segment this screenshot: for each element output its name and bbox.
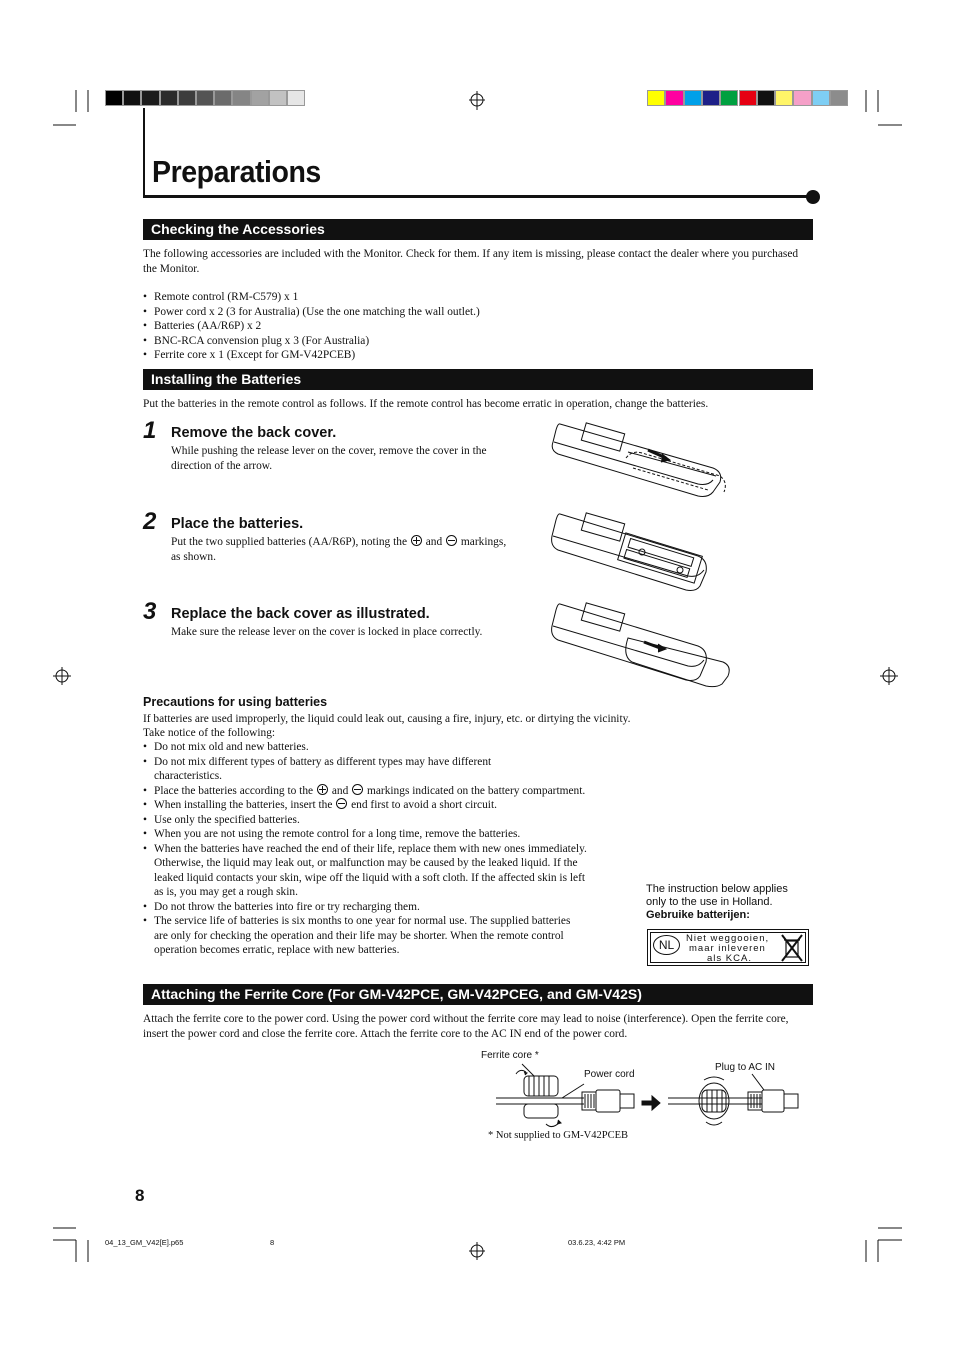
step-title-1: Remove the back cover. <box>171 425 337 441</box>
title-left-rule <box>143 108 145 196</box>
polarity-text-b: markings indicated on the battery compartment. <box>366 784 586 797</box>
registration-target-bottom <box>469 1242 485 1260</box>
registration-target-left <box>53 667 71 685</box>
insert-text-a: When installing the batteries, insert the <box>154 799 333 811</box>
batteries-intro: Put the batteries in the remote control as follows. If the remote control has become erratic in operation, change the batteries. <box>143 398 709 410</box>
list-item: • When you are not using the remote control for a long time, remove the batteries. <box>143 827 587 842</box>
list-item: • BNC-RCA convension plug x 3 (For Australia) <box>143 334 813 349</box>
section-heading-ferrite: Attaching the Ferrite Core (For GM-V42PCE, GM-V42PCEG, and GM-V42S) <box>143 984 813 1005</box>
list-item <box>143 798 587 813</box>
remote-illustration-remove-cover <box>548 420 733 508</box>
color-swatch <box>720 90 738 106</box>
list-item: • Batteries (AA/R6P) x 2 <box>143 319 813 334</box>
holland-label: Gebruike batterijen: <box>646 909 750 921</box>
list-item: • Do not mix old and new batteries. <box>143 740 587 755</box>
precautions-heading: Precautions for using batteries <box>143 695 328 709</box>
step-text-1: While pushing the release lever on the cover, remove the cover in the direction of the arrow. <box>171 445 487 472</box>
color-swatch <box>196 90 214 106</box>
ferrite-text: Attach the ferrite core to the power cord. Using the power cord without the ferrite core may lead to noise (interference). Open the ferrite core, insert the power cord and close the ferrite core. Attach the ferrite core to the AC IN end of the power cord. <box>143 1013 789 1040</box>
polarity-text-a: Place the batteries according to the <box>154 784 314 797</box>
step-title-3: Replace the back cover as illustrated. <box>171 606 430 622</box>
kca-box <box>647 929 809 966</box>
step-text-2-and: and <box>425 536 443 548</box>
label-plug-ac-in: Plug to AC IN <box>715 1062 776 1073</box>
step-number-2: 2 <box>143 508 157 535</box>
color-swatch <box>665 90 683 106</box>
section-heading-accessories: Checking the Accessories <box>143 219 813 240</box>
step-number-3: 3 <box>143 598 157 625</box>
list-item: • Do not mix different types of battery as different types may have different characteristics. <box>143 755 587 784</box>
footer-file: 04_13_GM_V42[E].p65 <box>105 1238 184 1247</box>
minus-polarity-icon <box>336 798 347 809</box>
title-rule <box>143 195 809 198</box>
color-swatch <box>141 90 159 106</box>
color-swatch <box>647 90 665 106</box>
list-item: • Power cord x 2 (3 for Australia) (Use the one matching the wall outlet.) <box>143 305 813 320</box>
step-text-2-b: markings, as shown. <box>171 536 507 563</box>
label-ferrite-core: Ferrite core * <box>481 1050 539 1061</box>
color-swatch <box>232 90 250 106</box>
page-title: Preparations <box>152 154 321 189</box>
minus-polarity-icon <box>352 784 363 795</box>
list-item: • The service life of batteries is six months to one year for normal use. The supplied batteries are only for checking the operation and their life may be shorter. When the remote control operation becomes erratic, replace with new batteries. <box>143 914 587 958</box>
color-swatch <box>793 90 811 106</box>
color-swatch <box>739 90 757 106</box>
list-item: • Ferrite core x 1 (Except for GM-V42PCEB) <box>143 348 813 363</box>
step-number-1: 1 <box>143 417 157 444</box>
crossed-bin-icon <box>780 933 804 963</box>
accessories-list <box>143 290 813 363</box>
plus-polarity-icon <box>317 784 328 795</box>
remote-illustration-replace-cover <box>548 600 733 690</box>
insert-text-b: end first to avoid a short circuit. <box>351 799 497 811</box>
color-swatch <box>812 90 830 106</box>
precautions-intro-2: Take notice of the following: <box>143 727 276 739</box>
minus-polarity-icon <box>446 535 457 546</box>
footer-timestamp: 03.6.23, 4:42 PM <box>568 1238 626 1247</box>
list-item: • Use only the specified batteries. <box>143 813 587 828</box>
step-text-2-a: Put the two supplied batteries (AA/R6P), noting the <box>171 536 408 548</box>
title-rule-dot <box>806 190 820 204</box>
registration-target-right <box>880 667 898 685</box>
remote-illustration-place-batteries <box>548 510 713 598</box>
step-text-3: Make sure the release lever on the cover is locked in place correctly. <box>171 626 483 638</box>
color-swatch <box>287 90 305 106</box>
label-power-cord: Power cord <box>584 1069 635 1080</box>
page-number: 8 <box>135 1186 145 1205</box>
ferrite-core-diagram <box>494 1060 804 1130</box>
color-swatch <box>123 90 141 106</box>
step-text-2 <box>171 535 511 564</box>
list-item: • When the batteries have reached the end of their life, replace them with new ones immediately. Otherwise, the liquid may leak out, or malfunction may be caused by the leaked liquid. If the leaked liquid contacts your skin, wipe off the liquid with a soft cloth. If the affected skin is left as is, you may get a rough skin. <box>143 842 587 900</box>
color-swatch <box>160 90 178 106</box>
color-bar-strip <box>647 90 849 106</box>
color-swatch <box>775 90 793 106</box>
step-title-2: Place the batteries. <box>171 516 304 532</box>
list-item <box>143 784 587 799</box>
holland-note: The instruction below applies only to the use in Holland. <box>646 883 788 908</box>
color-swatch <box>830 90 848 106</box>
color-swatch <box>757 90 775 106</box>
polarity-text-and: and <box>331 784 349 797</box>
section-heading-batteries: Installing the Batteries <box>143 369 813 390</box>
precautions-list <box>143 740 587 958</box>
footer-page: 8 <box>270 1238 275 1247</box>
kca-line-2: maar inleveren <box>689 943 766 954</box>
list-item: • Do not throw the batteries into fire or try recharging them. <box>143 900 587 915</box>
registration-target-top <box>469 91 485 110</box>
color-swatch <box>269 90 287 106</box>
kca-line-1: Niet weggooien, <box>686 933 770 944</box>
color-swatch <box>214 90 232 106</box>
color-swatch <box>251 90 269 106</box>
color-swatch <box>105 90 123 106</box>
precautions-intro-1: If batteries are used improperly, the liquid could leak out, causing a fire, injury, etc. or dirtying the vicinity. <box>143 713 631 725</box>
gray-color-strip <box>105 90 305 106</box>
color-swatch <box>178 90 196 106</box>
ferrite-footnote: * Not supplied to GM-V42PCEB <box>488 1130 629 1141</box>
color-swatch <box>702 90 720 106</box>
plus-polarity-icon <box>411 535 422 546</box>
kca-line-3: als KCA. <box>707 953 752 964</box>
nl-badge: NL <box>653 935 680 955</box>
accessories-intro: The following accessories are included with the Monitor. Check for them. If any item is missing, please contact the dealer where you purchased the Monitor. <box>143 248 799 275</box>
list-item: • Remote control (RM-C579) x 1 <box>143 290 813 305</box>
color-swatch <box>684 90 702 106</box>
